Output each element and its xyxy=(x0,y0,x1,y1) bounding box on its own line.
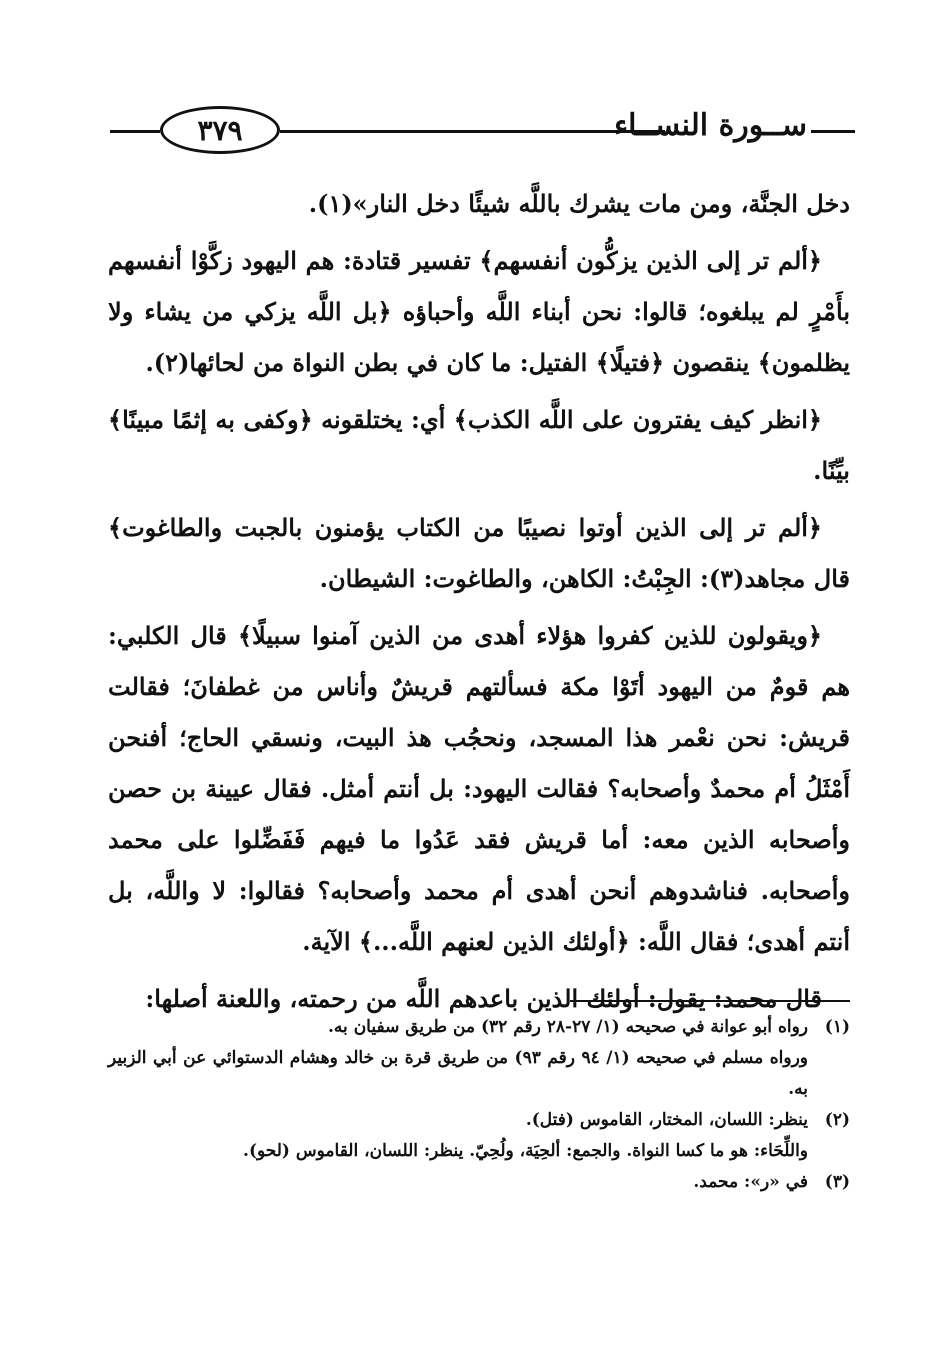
footnote xyxy=(108,1012,850,1043)
footnote-number: (٢) xyxy=(824,1110,850,1130)
footnote-text: رواه أبو عوانة في صحيحه (١/ ٢٧-٢٨ رقم ٣٢) من طريق سفيان به. xyxy=(328,1017,808,1037)
footnote xyxy=(108,1167,850,1198)
footnote-text: واللِّحَاء: هو ما كسا النواة. والجمع: ألحِيَة، ولُحِيّ. ينظر: اللسان، القاموس (لحو). xyxy=(243,1141,808,1161)
footnote-number: (٣) xyxy=(824,1172,850,1192)
main-text xyxy=(108,178,850,1030)
footnotes xyxy=(108,1012,850,1198)
surah-title: ســورة النســاء xyxy=(614,108,807,143)
paragraph: ﴿ألم تر إلى الذين أوتوا نصيبًا من الكتاب يؤمنون بالجبت والطاغوت﴾ قال مجاهد(٣): الجِبْتُ: الكاهن، والطاغوت: الشيطان. xyxy=(108,513,850,593)
footnote-text: ورواه مسلم في صحيحه (١/ ٩٤ رقم ٩٣) من طريق قرة بن خالد وهشام الدستوائي عن أبي الزبير به. xyxy=(108,1048,808,1099)
header-rule-left xyxy=(110,130,160,133)
footnote-continuation xyxy=(108,1136,850,1167)
footnote-number: (١) xyxy=(824,1017,850,1037)
header-rule-right xyxy=(811,130,855,133)
paragraph: دخل الجنَّة، ومن مات يشرك باللَّه شيئًا دخل النار»(١). xyxy=(308,189,850,218)
footnote xyxy=(108,1105,850,1136)
footnote-continuation xyxy=(108,1043,850,1105)
footnote-text: في «ر»: محمد. xyxy=(693,1172,808,1192)
paragraph: ﴿ويقولون للذين كفروا هؤلاء أهدى من الذين آمنوا سبيلًا﴾ قال الكلبي: هم قومٌ من اليهود أتَوْا مكة فسألتهم قريشٌ وأناس من غطفانَ؛ فقالت قريش: نحن نعْمر هذا المسجد، ونحجُب هذ البيت، ونسقي الحاج؛ أفنحن أَمْثَلُ أم محمدٌ وأصحابه؟ فقالت اليهود: بل أنتم أمثل. فقال عيينة بن حصن وأصحابه الذين معه: أما قريش فقد عَدُوا ما فيهم فَفَضِّلوا على محمد وأصحابه. فناشدوهم أنحن أهدى أم محمد وأصحابه؟ فقالوا: لا واللَّه، بل أنتم أهدى؛ فقال اللَّه: ﴿أولئك الذين لعنهم اللَّه...﴾ الآية. xyxy=(108,621,850,956)
footnote-text: ينظر: اللسان، المختار، القاموس (فتل). xyxy=(525,1110,808,1130)
paragraph: قال محمد: يقول: أولئك الذين باعدهم اللَّه من رحمته، واللعنة أصلها: xyxy=(145,984,822,1013)
page-number: ٣٧٩ xyxy=(160,106,280,154)
footnote-separator xyxy=(570,1000,850,1002)
paragraph: ﴿ألم تر إلى الذين يزكُّون أنفسهم﴾ تفسير قتادة: هم اليهود زكَّوْا أنفسهم بأَمْرٍ لم يبلغوه؛ قالوا: نحن أبناء اللَّه وأحباؤه ﴿بل اللَّه يزكي من يشاء ولا يظلمون﴾ ينقصون ﴿فتيلًا﴾ الفتيل: ما كان في بطن النواة من لحائها(٢). xyxy=(108,246,850,377)
page-header xyxy=(110,100,855,160)
paragraph: ﴿انظر كيف يفترون على اللَّه الكذب﴾ أي: يختلقونه ﴿وكفى به إثمًا مبينًا﴾ بيِّنًا. xyxy=(108,405,850,485)
